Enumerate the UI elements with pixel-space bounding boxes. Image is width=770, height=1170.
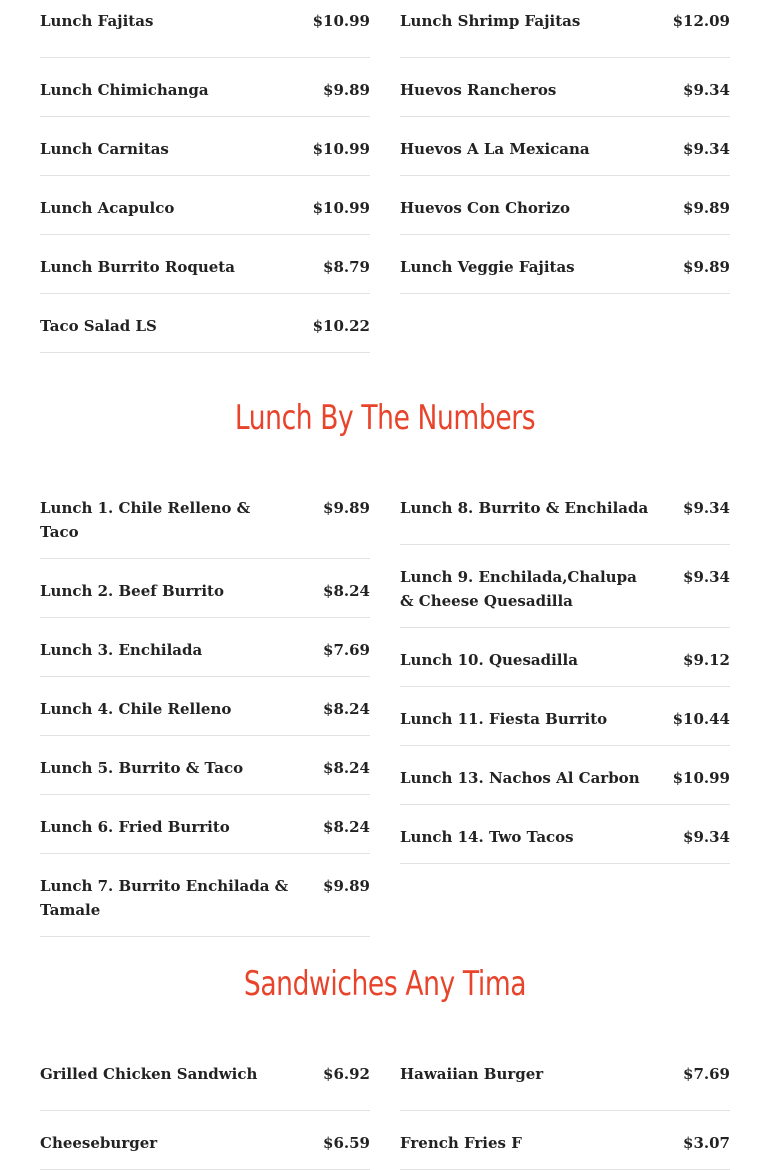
menu-item[interactable] [40, 490, 370, 559]
menu-item[interactable] [400, 235, 730, 294]
menu-item-price: $10.99 [312, 12, 370, 30]
menu-item-name: Huevos Con Chorizo [400, 199, 571, 217]
menu-item-price: $10.99 [672, 769, 730, 787]
menu-item-price: $10.44 [672, 710, 730, 728]
menu-section-sandwiches [40, 1056, 730, 1170]
menu-item-price: $6.92 [323, 1065, 370, 1083]
menu-item[interactable] [400, 545, 730, 628]
menu-item-price: $9.89 [323, 877, 370, 895]
menu-item-price: $9.34 [683, 140, 730, 158]
menu-item[interactable] [40, 294, 370, 353]
menu-item-price: $8.79 [323, 258, 370, 276]
menu-item[interactable] [400, 58, 730, 117]
menu-item[interactable] [400, 687, 730, 746]
menu-item[interactable] [40, 1111, 370, 1170]
menu-item-name: Taco Salad LS [40, 317, 157, 335]
menu-item-name: Lunch 13. Nachos Al Carbon [400, 769, 640, 787]
menu-item-price: $8.24 [323, 818, 370, 836]
menu-item-name: Lunch 5. Burrito & Taco [40, 759, 244, 777]
menu-item-name: Huevos Rancheros [400, 81, 557, 99]
menu-column-left [40, 490, 370, 937]
menu-item-price: $8.24 [323, 700, 370, 718]
menu-section-lunch-by-the-numbers [40, 490, 730, 937]
menu-item-price: $10.22 [312, 317, 370, 335]
section-title-sandwiches: Sandwiches Any Tima [243, 964, 527, 1004]
menu-item[interactable] [400, 805, 730, 864]
menu-item-name: Lunch 1. Chile Relleno & Taco [40, 499, 251, 541]
menu-item[interactable] [40, 736, 370, 795]
menu-item-name: Lunch Acapulco [40, 199, 175, 217]
menu-item-name: Lunch 8. Burrito & Enchilada [400, 499, 649, 517]
menu-item-price: $9.12 [683, 651, 730, 669]
menu-item-name: Lunch 14. Two Tacos [400, 828, 574, 846]
menu-column-right [400, 490, 730, 937]
menu-item-name: Lunch Veggie Fajitas [400, 258, 575, 276]
section-title-lunch-by-the-numbers: Lunch By The Numbers [234, 398, 536, 438]
menu-item-price: $3.07 [683, 1134, 730, 1152]
menu-item[interactable] [40, 795, 370, 854]
menu-item[interactable] [40, 559, 370, 618]
menu-item-name: Hawaiian Burger [400, 1065, 544, 1083]
menu-item-price: $9.34 [683, 81, 730, 99]
menu-column-left [40, 3, 370, 353]
menu-item-price: $7.69 [683, 1065, 730, 1083]
menu-item-name: Lunch 3. Enchilada [40, 641, 203, 659]
menu-item-price: $6.59 [323, 1134, 370, 1152]
menu-item[interactable] [400, 3, 730, 58]
menu-item-price: $8.24 [323, 582, 370, 600]
menu-section-lunch-specials [40, 3, 730, 353]
menu-item[interactable] [40, 117, 370, 176]
menu-item-name: Lunch Chimichanga [40, 81, 209, 99]
menu-item[interactable] [400, 490, 730, 545]
menu-item-price: $9.89 [323, 499, 370, 517]
menu-item-price: $9.89 [683, 199, 730, 217]
menu-item-name: Grilled Chicken Sandwich [40, 1065, 258, 1083]
menu-column-right [400, 3, 730, 353]
menu-column-right [400, 1056, 730, 1170]
menu-item-name: Lunch 6. Fried Burrito [40, 818, 230, 836]
menu-item[interactable] [40, 58, 370, 117]
menu-item-name: Cheeseburger [40, 1134, 158, 1152]
menu-item-price: $9.89 [683, 258, 730, 276]
menu-item-name: Lunch 10. Quesadilla [400, 651, 578, 669]
menu-column-left [40, 1056, 370, 1170]
menu-item[interactable] [400, 746, 730, 805]
menu-item-price: $10.99 [312, 140, 370, 158]
menu-item[interactable] [40, 854, 370, 937]
menu-item[interactable] [400, 1056, 730, 1111]
menu-item-price: $7.69 [323, 641, 370, 659]
menu-item-name: Lunch 7. Burrito Enchilada & Tamale [40, 877, 289, 919]
menu-item[interactable] [40, 3, 370, 58]
menu-item-price: $9.34 [683, 499, 730, 517]
menu-item-price: $8.24 [323, 759, 370, 777]
menu-item-name: Lunch Fajitas [40, 12, 154, 30]
menu-item[interactable] [400, 117, 730, 176]
menu-item[interactable] [400, 176, 730, 235]
menu-item[interactable] [400, 1111, 730, 1170]
menu-item[interactable] [40, 235, 370, 294]
menu-item-price: $9.89 [323, 81, 370, 99]
menu-item-price: $10.99 [312, 199, 370, 217]
menu-item[interactable] [40, 677, 370, 736]
menu-item-name: Lunch 4. Chile Relleno [40, 700, 232, 718]
menu-item-price: $9.34 [683, 828, 730, 846]
menu-item-price: $9.34 [683, 568, 730, 586]
menu-item-name: Lunch Burrito Roqueta [40, 258, 235, 276]
menu-item-name: Lunch 9. Enchilada,Chalupa & Cheese Quesadilla [400, 568, 637, 610]
menu-item-price: $12.09 [672, 12, 730, 30]
menu-item-name: Lunch 2. Beef Burrito [40, 582, 224, 600]
menu-item-name: Lunch 11. Fiesta Burrito [400, 710, 608, 728]
menu-item-name: Lunch Shrimp Fajitas [400, 12, 581, 30]
menu-item[interactable] [40, 176, 370, 235]
menu-item-name: Huevos A La Mexicana [400, 140, 590, 158]
menu-item[interactable] [40, 618, 370, 677]
menu-item-name: Lunch Carnitas [40, 140, 169, 158]
menu-item-name: French Fries F [400, 1134, 522, 1152]
menu-item[interactable] [400, 628, 730, 687]
menu-item[interactable] [40, 1056, 370, 1111]
